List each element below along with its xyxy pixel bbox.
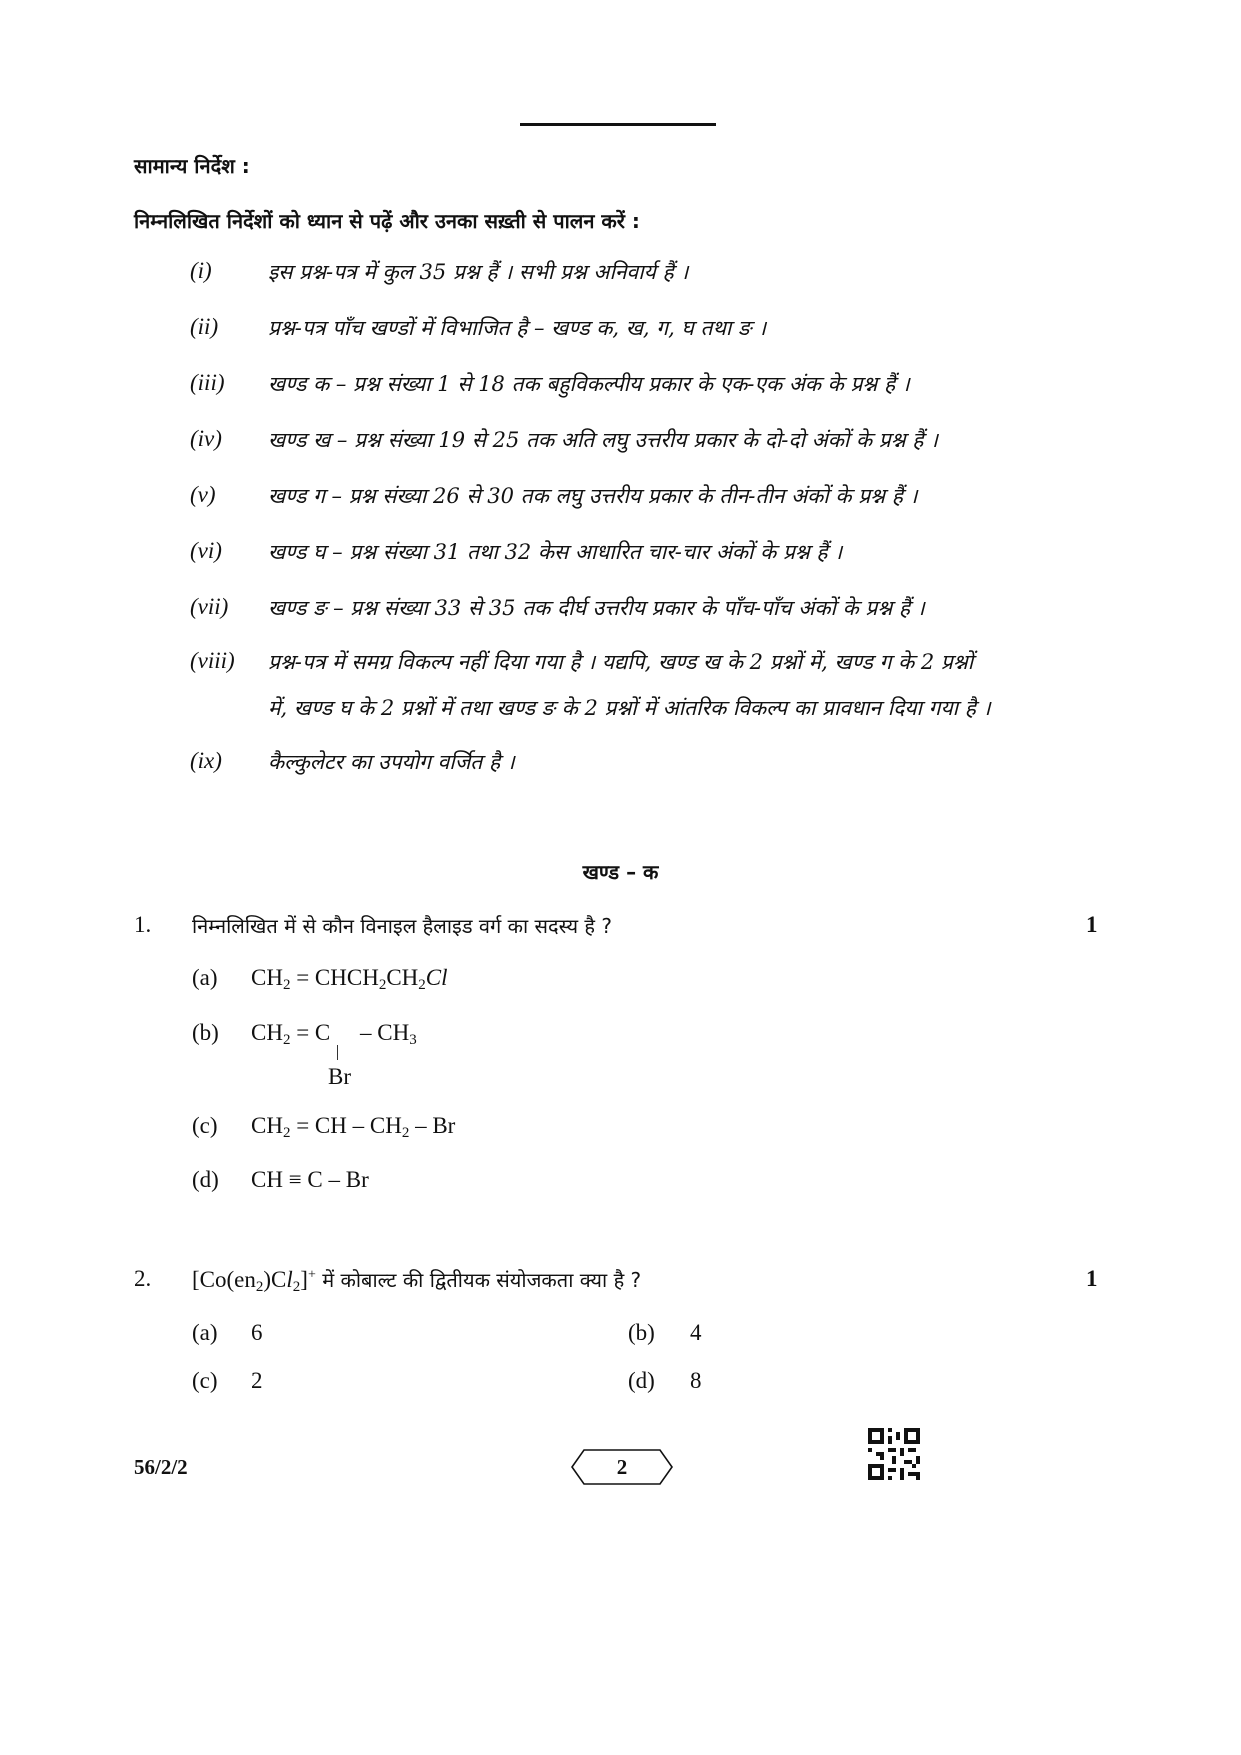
instruction-text: खण्ड ग – प्रश्न संख्या 26 से 30 तक लघु उत्तरीय प्रकार के तीन-तीन अंकों के प्रश्न हैं । [268,484,918,508]
option-formula-d: CH ≡ C – Br [251,1167,369,1192]
option-value: 8 [690,1368,702,1393]
instruction-text: खण्ड घ – प्रश्न संख्या 31 तथा 32 केस आधारित चार-चार अंकों के प्रश्न हैं । [268,540,843,564]
instruction-number: (i) [190,258,212,283]
option-label: (a) [192,965,218,990]
complex-formula: $[Co(en_2)Cl_2]^+$ [192,1267,316,1295]
instruction-text-line2: में, खण्ड घ के 2 प्रश्नों में तथा खण्ड ङ के 2 प्रश्नों में आंतरिक विकल्प का प्रावधान दिया गया है । [268,696,991,720]
option-formula-c: $CH_2$ = CH – $CH_2$ – Br [251,1113,456,1141]
instruction-text: प्रश्न-पत्र में समग्र विकल्प नहीं दिया गया है । यद्यपि, खण्ड ख के 2 प्रश्नों में, खण्ड ग के 2 प्रश्नों [268,650,974,674]
paper-code: 56/2/2 [134,1455,188,1479]
question-number: 1. [134,912,152,937]
option-label: (d) [628,1368,655,1393]
instruction-text: खण्ड ङ – प्रश्न संख्या 33 से 35 तक दीर्घ उत्तरीय प्रकार के पाँच-पाँच अंकों के प्रश्न हैं । [268,596,925,620]
question-marks: 1 [1086,912,1098,937]
instruction-number: (iv) [190,426,222,451]
top-rule [520,123,716,126]
instruction-number: (ix) [190,748,222,773]
option-formula-b-tail: – $CH_3$ [360,1020,417,1048]
instruction-text: इस प्रश्न-पत्र में कुल 35 प्रश्न हैं । सभी प्रश्न अनिवार्य हैं । [268,260,689,284]
qr-code-icon [868,1428,920,1480]
question-text: $[Co(en_2)Cl_2]^+$ में कोबाल्ट की द्वितीयक संयोजकता क्या है ? [192,1267,642,1295]
bond-line [337,1045,338,1060]
option-label: (c) [192,1113,218,1138]
instruction-text: खण्ड क – प्रश्न संख्या 1 से 18 तक बहुविकल्पीय प्रकार के एक-एक अंक के प्रश्न हैं । [268,372,910,396]
option-label: (a) [192,1320,218,1345]
instruction-text: प्रश्न-पत्र पाँच खण्डों में विभाजित है – खण्ड क, ख, ग, घ तथा ङ । [268,316,767,340]
option-label: (c) [192,1368,218,1393]
instruction-number: (viii) [190,648,235,673]
instruction-number: (v) [190,482,216,507]
instructions-intro: निम्नलिखित निर्देशों को ध्यान से पढ़ें और उनका सख़्ती से पालन करें : [134,209,640,233]
option-label: (d) [192,1167,219,1192]
instruction-text: खण्ड ख – प्रश्न संख्या 19 से 25 तक अति लघु उत्तरीय प्रकार के दो-दो अंकों के प्रश्न हैं । [268,428,939,452]
question-text: निम्नलिखित में से कौन विनाइल हैलाइड वर्ग का सदस्य है ? [192,914,613,938]
option-formula-a: $CH_2$ = $CHCH_2CH_2Cl$ [251,965,448,993]
instruction-number: (vii) [190,594,229,619]
page-number: 2 [616,1455,628,1479]
instruction-number: (vi) [190,538,222,563]
instruction-number: (ii) [190,314,219,339]
general-instructions-title: सामान्य निर्देश : [134,154,250,178]
instruction-number: (iii) [190,370,225,395]
section-title: खण्ड – क [582,860,659,884]
instruction-text: कैल्कुलेटर का उपयोग वर्जित है । [268,750,515,774]
question-marks: 1 [1086,1266,1098,1291]
option-value: 2 [251,1368,263,1393]
option-value: 4 [690,1320,702,1345]
option-label: (b) [192,1020,219,1045]
option-value: 6 [251,1320,263,1345]
option-label: (b) [628,1320,655,1345]
option-formula-b: $CH_2 = C$ [251,1020,331,1048]
option-formula-b-branch: Br [328,1064,351,1089]
question-number: 2. [134,1266,152,1291]
